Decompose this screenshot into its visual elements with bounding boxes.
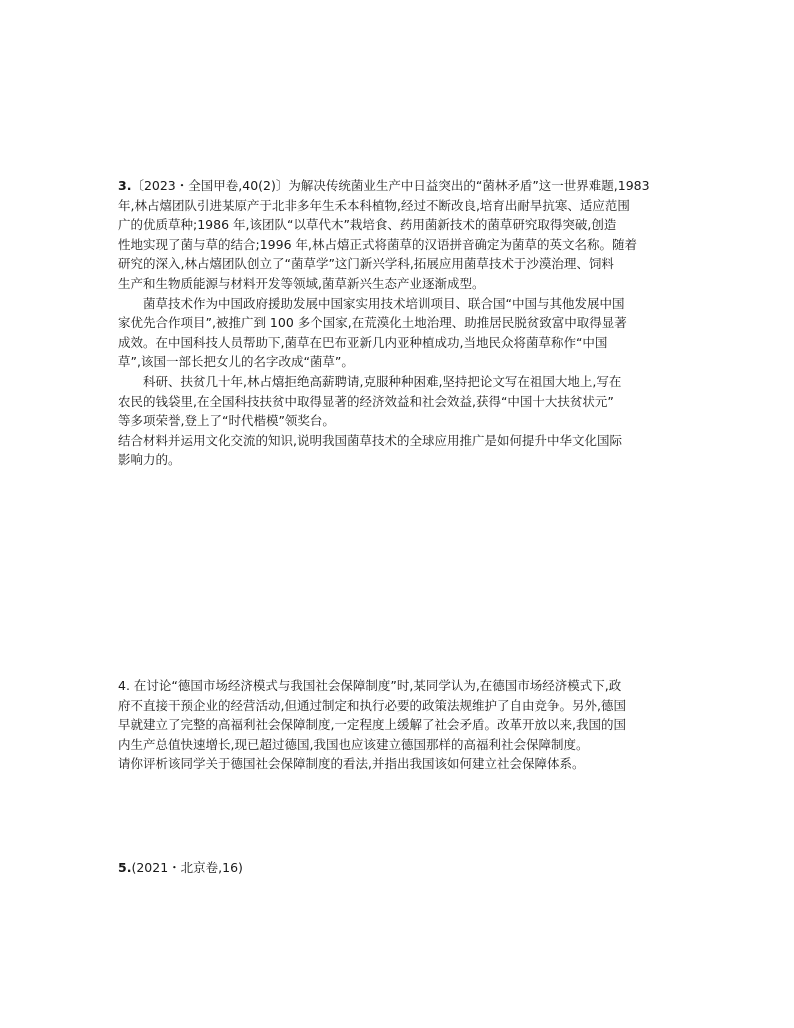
question-3	[118, 176, 678, 470]
q5-line-1	[118, 858, 678, 878]
q4-question-line: 请你评析该同学关于德国社会保障制度的看法,并指出我国该如何建立社会保障体系。	[118, 756, 585, 772]
q3-question-line-2: 影响力的。	[118, 452, 181, 468]
q3-line-2: 年,林占熺团队引进某原产于北非多年生禾本科植物,经过不断改良,培育出耐旱抗寒、适应范围	[118, 197, 630, 213]
q3-para2-line-3: 成效。在中国科技人员帮助下,菌草在巴布亚新几内亚种植成功,当地民众将菌草称作“中国	[118, 334, 608, 350]
q3-para2-line-2: 家优先合作项目”,被推广到 100 多个国家,在荒漠化土地治理、助推居民脱贫致富中取得显著	[118, 315, 627, 331]
q3-line-5: 研究的深入,林占熺团队创立了“菌草学”这门新兴学科,拓展应用菌草技术于沙漠治理、饲料	[118, 256, 614, 272]
question-5	[118, 858, 678, 878]
q3-para2-line-4: 草”,该国一部长把女儿的名字改成“菌草”。	[118, 354, 354, 370]
q5-source: (2021・北京卷,16)	[131, 860, 243, 875]
question-number: 3.	[118, 178, 132, 193]
q4-line-4: 内生产总值快速增长,现已超过德国,我国也应该建立德国那样的高福利社会保障制度。	[118, 736, 589, 752]
q3-line-1: 3.〔2023・全国甲卷,40(2)〕为解决传统菌业生产中日益突出的“菌林矛盾”这一世界难题,1983	[118, 178, 650, 193]
q3-question-line-1: 结合材料并运用文化交流的知识,说明我国菌草技术的全球应用推广是如何提升中华文化国际	[118, 432, 622, 448]
question-4	[118, 676, 678, 774]
q3-para3-line-3: 等多项荣誉,登上了“时代楷模”领奖台。	[118, 413, 335, 429]
q4-line-1: 4. 在讨论“德国市场经济模式与我国社会保障制度”时,某同学认为,在德国市场经济模式下,政	[118, 678, 622, 693]
q3-line-4: 性地实现了菌与草的结合;1996 年,林占熺正式将菌草的汉语拼音确定为菌草的英文名称。随着	[118, 236, 637, 252]
q3-line-6: 生产和生物质能源与材料开发等领域,菌草新兴生态产业逐渐成型。	[118, 275, 485, 291]
q4-line-2: 府不直接干预企业的经营活动,但通过制定和执行必要的政策法规维护了自由竞争。另外,德国	[118, 697, 626, 713]
question-number: 5.	[118, 860, 132, 875]
q3-line-3: 广的优质草种;1986 年,该团队“以草代木”栽培食、药用菌新技术的菌草研究取得突破,创造	[118, 217, 617, 233]
q3-para2-line-1: 菌草技术作为中国政府援助发展中国家实用技术培训项目、联合国“中国与其他发展中国	[143, 295, 625, 311]
q3-para3-line-1: 科研、扶贫几十年,林占熺拒绝高薪聘请,克服种种困难,坚持把论文写在祖国大地上,写在	[143, 373, 622, 389]
q3-para3-line-2: 农民的钱袋里,在全国科技扶贫中取得显著的经济效益和社会效益,获得“中国十大扶贫状元”	[118, 393, 614, 409]
q4-line-3: 早就建立了完整的高福利社会保障制度,一定程度上缓解了社会矛盾。改革开放以来,我国的国	[118, 717, 626, 733]
